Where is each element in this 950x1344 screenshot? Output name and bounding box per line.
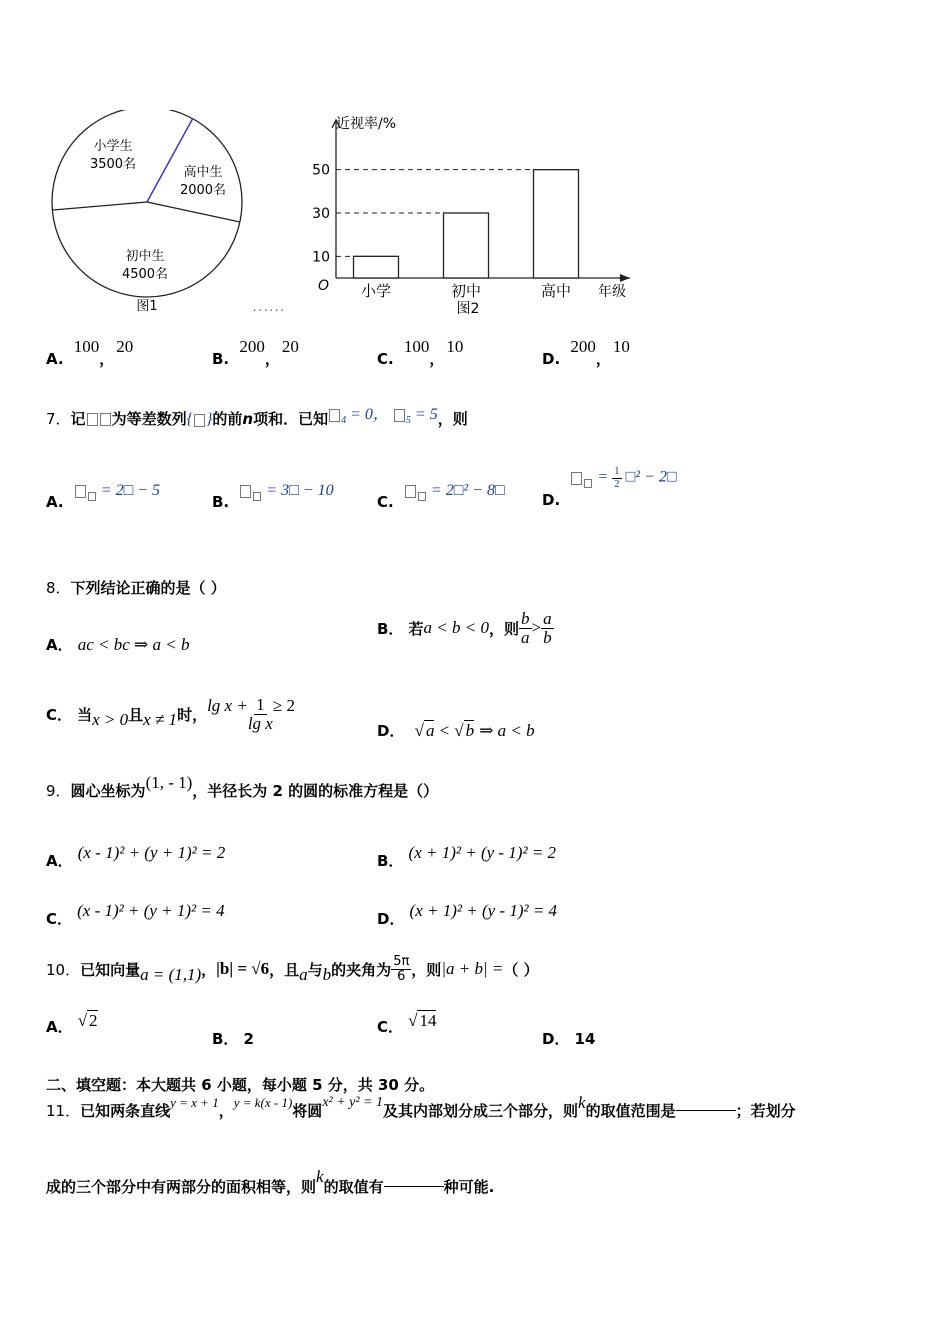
q10-angle-frac: $\frac{5\pi}{6}$ — [393, 954, 410, 984]
q7-option — [212, 482, 334, 512]
q7-option-expr: = 3□ − 10 — [239, 482, 333, 502]
q10-expr: |a + b| = — [441, 959, 504, 979]
q9-option — [377, 842, 557, 870]
q7-stem — [46, 406, 468, 431]
q6-value1: 100 — [403, 337, 430, 356]
q7-text3: 的前 — [212, 410, 243, 428]
q8-option-c — [46, 696, 295, 733]
q8-c-cond1: x > 0 — [92, 710, 129, 730]
x-tick-label: 高中 — [540, 282, 572, 300]
q6-option — [542, 336, 630, 368]
q10-text6: （ ） — [503, 960, 539, 979]
q10-a-sqrt: √ 2 — [77, 1011, 98, 1030]
pie-count-junior: 4500名 — [121, 267, 169, 282]
q11-k: k — [578, 1092, 586, 1112]
q9-text1: 圆心坐标为 — [70, 782, 146, 800]
pie-count-senior: 2000名 — [179, 183, 227, 198]
q8-d-letter: D． — [377, 722, 405, 740]
y-tick-label: 30 — [312, 206, 330, 222]
q7-option-letter: C. — [377, 493, 394, 512]
section-heading: 二、填空题：本大题共 6 小题，每小题 5 分，共 30 分。 — [46, 1076, 435, 1094]
q10-comma: ， — [201, 960, 217, 979]
q10-b-letter: B． — [212, 1030, 239, 1048]
q10-text4: 的夹角为 — [331, 960, 392, 979]
pie-label-junior: 初中生 — [125, 249, 165, 264]
q6-value1: 200 — [239, 337, 265, 356]
q7-text4: 项和．已知 — [253, 410, 329, 428]
pie-label-primary: 小学生 — [93, 139, 133, 154]
q6-sep: ， — [99, 350, 115, 368]
q11-blank1[interactable] — [676, 1110, 736, 1111]
q6-value1: 100 — [73, 337, 100, 356]
q10-vector-a: a = (1,1) — [140, 965, 202, 985]
q11-blank2[interactable] — [384, 1186, 444, 1187]
q6-sep: ， — [264, 350, 280, 368]
pie-count-primary: 3500名 — [89, 157, 137, 172]
q10-va: a — [299, 965, 308, 985]
x-axis-label: 年级 — [598, 284, 626, 300]
bar-小学 — [354, 256, 399, 278]
q8-d-sqrt-a: √ a — [414, 721, 435, 740]
q6-option-letter: D. — [542, 350, 561, 368]
q8-c-cond2: x ≠ 1 — [143, 710, 178, 730]
q9-option — [377, 900, 558, 928]
q8-c-ge: ≥ 2 — [272, 696, 295, 716]
q8-d-lt: < — [439, 721, 450, 740]
q8-b-letter: B． — [377, 619, 404, 638]
q7-number: 7． — [46, 410, 71, 428]
q7-seq: { } — [186, 411, 213, 428]
pie-chart-figure1 — [40, 110, 250, 320]
bar-初中 — [444, 213, 489, 278]
q9-option-expr: (x + 1)² + (y - 1)² = 4 — [409, 901, 558, 920]
dots: ...... — [253, 300, 286, 315]
pie-label-senior: 高中生 — [183, 165, 223, 180]
q11-text6: 成的三个部分中有两部分的面积相等，则 — [46, 1178, 317, 1196]
q8-c-and: 且 — [128, 705, 144, 724]
q6-value2: 10 — [446, 337, 464, 356]
q10-option-c — [377, 1011, 437, 1037]
q11-text7: 的取值有 — [323, 1178, 384, 1196]
q9-number: 9． — [46, 782, 71, 800]
q8-c-frac: $\frac{1}{\text{lg x}}$ — [247, 695, 273, 733]
q6-value1: 200 — [570, 337, 596, 356]
pie-divider-right — [147, 202, 240, 222]
y-tick-label: 50 — [312, 162, 330, 179]
q9-option-expr: (x + 1)² + (y - 1)² = 2 — [408, 843, 557, 862]
q7-option-expr: = $\frac{1}{2}$ □² − 2□ — [570, 466, 676, 490]
q8-option-d — [377, 720, 535, 741]
placeholder-glyph — [100, 413, 111, 426]
q8-d-sqrt-b: √ b — [454, 721, 475, 740]
y-tick-label: 10 — [312, 249, 330, 266]
q8-number: 8． — [46, 579, 71, 597]
q11-text8: 种可能. — [443, 1178, 495, 1196]
q6-value2: 20 — [281, 337, 299, 356]
q6-option — [212, 336, 299, 368]
q7-condition: $_4$ = 0， $_5$ = 5 — [328, 406, 438, 423]
q6-value2: 20 — [116, 337, 134, 356]
q8-b-frac2: $\frac{a}{b}$ — [543, 609, 552, 647]
q11-text5: ；若划分 — [735, 1102, 796, 1120]
q7-n: n — [242, 410, 254, 428]
bar-高中 — [534, 170, 579, 278]
x-tick-label: 小学 — [360, 282, 392, 300]
placeholder-glyph — [87, 413, 98, 426]
q8-text: 下列结论正确的是（ ） — [70, 579, 226, 597]
q7-option — [377, 482, 505, 512]
q8-b-pre: 若 — [408, 619, 424, 638]
y-axis-label: 近视率/% — [336, 116, 397, 132]
q9-option — [46, 900, 225, 928]
q7-option-expr: = 2□ − 5 — [74, 482, 160, 502]
q11-text3: 及其内部划分成三个部分，则 — [383, 1102, 579, 1120]
q9-stem — [46, 772, 439, 801]
q10-option-b — [212, 1028, 254, 1049]
q9-option — [46, 842, 226, 870]
q10-text3: 与 — [307, 960, 323, 979]
q10-vb: b — [322, 965, 332, 985]
q7-option — [542, 465, 677, 510]
q6-value2: 10 — [612, 337, 630, 356]
q10-b-norm: |b| = √6 — [216, 959, 270, 979]
q10-a-letter: A． — [46, 1018, 73, 1036]
q8-c-lg: lg x + — [207, 696, 248, 716]
q8-c-post: 时， — [177, 705, 208, 724]
q7-option-letter: B. — [212, 493, 230, 512]
q10-d-letter: D． — [542, 1030, 570, 1048]
q8-b-cond: a < b < 0 — [423, 618, 489, 638]
q7-text2: 为等差数列 — [111, 410, 187, 428]
q8-option-b — [377, 610, 554, 647]
q9-option-expr: (x - 1)² + (y + 1)² = 4 — [77, 901, 225, 920]
q10-option-d — [542, 1028, 595, 1049]
x-tick-label: 初中 — [450, 282, 482, 300]
q9-option-expr: (x - 1)² + (y + 1)² = 2 — [77, 843, 226, 862]
origin-label: O — [318, 278, 330, 294]
q6-option — [46, 336, 134, 368]
q11-text4: 的取值范围是 — [585, 1102, 676, 1120]
q8-c-pre: 当 — [77, 705, 93, 724]
q10-b-val: 2 — [243, 1030, 254, 1048]
q10-text2: ，且 — [269, 960, 300, 979]
q11-stem — [46, 1092, 796, 1121]
q10-c-sqrt: √ 14 — [408, 1011, 437, 1030]
q9-text2: ，半径长为 2 的圆的标准方程是（） — [192, 782, 439, 800]
q8-option-a — [46, 634, 189, 655]
q9-option-letter: D． — [377, 910, 405, 928]
q10-option-a — [46, 1011, 98, 1037]
x-axis-arrow — [620, 274, 630, 282]
q9-option-letter: C． — [46, 910, 73, 928]
q8-a-letter: A． — [46, 636, 73, 654]
q8-b-gt: > — [531, 618, 542, 638]
q10-d-val: 14 — [574, 1030, 596, 1048]
q11-text2: 将圆 — [292, 1102, 323, 1120]
q11-line1: y = x + 1 — [170, 1094, 219, 1110]
q8-c-letter: C． — [46, 705, 73, 724]
q8-b-mid: ，则 — [489, 619, 520, 638]
q8-stem — [46, 577, 226, 598]
q9-option-letter: B． — [377, 852, 404, 870]
q10-stem — [46, 955, 539, 983]
q6-option — [377, 336, 464, 368]
q6-option-letter: C. — [377, 350, 394, 368]
q8-d-tail: ⇒ a < b — [479, 721, 535, 740]
q10-text5: ，则 — [411, 960, 442, 979]
q6-option-letter: A. — [46, 350, 64, 368]
q7-text1: 记 — [70, 410, 86, 428]
q7-option-letter: D. — [542, 491, 561, 510]
q11-text1: 已知两条直线 — [80, 1102, 171, 1120]
q11-k2: k — [316, 1166, 324, 1186]
pie-divider-left — [53, 202, 147, 210]
q7-text5: ，则 — [437, 410, 468, 428]
bar-chart-figure2 — [300, 108, 645, 318]
q9-center: (1, - 1) — [145, 772, 193, 792]
q6-sep: ， — [429, 350, 445, 368]
q8-a-expr: ac < bc ⇒ a < b — [77, 635, 190, 654]
q11-line2: y = k(x - 1) — [233, 1094, 293, 1110]
figure2-caption: 图2 — [456, 301, 480, 317]
q11-number: 11． — [46, 1102, 81, 1120]
q6-option-letter: B. — [212, 350, 230, 368]
figure1-caption: 图1 — [136, 299, 158, 314]
q6-sep: ， — [595, 350, 611, 368]
q8-b-frac1: $\frac{b}{a}$ — [521, 609, 530, 647]
q11-comma: ， — [218, 1102, 234, 1120]
q7-option — [46, 482, 161, 512]
q7-option-expr: = 2□² − 8□ — [404, 482, 505, 502]
q7-option-letter: A. — [46, 493, 64, 512]
q9-option-letter: A． — [46, 852, 73, 870]
q11-circle: x² + y² = 1 — [322, 1094, 384, 1110]
q10-number: 10． — [46, 960, 81, 979]
q10-text1: 已知向量 — [80, 960, 141, 979]
q10-c-letter: C． — [377, 1018, 404, 1036]
q11-line2-text — [46, 1166, 495, 1197]
